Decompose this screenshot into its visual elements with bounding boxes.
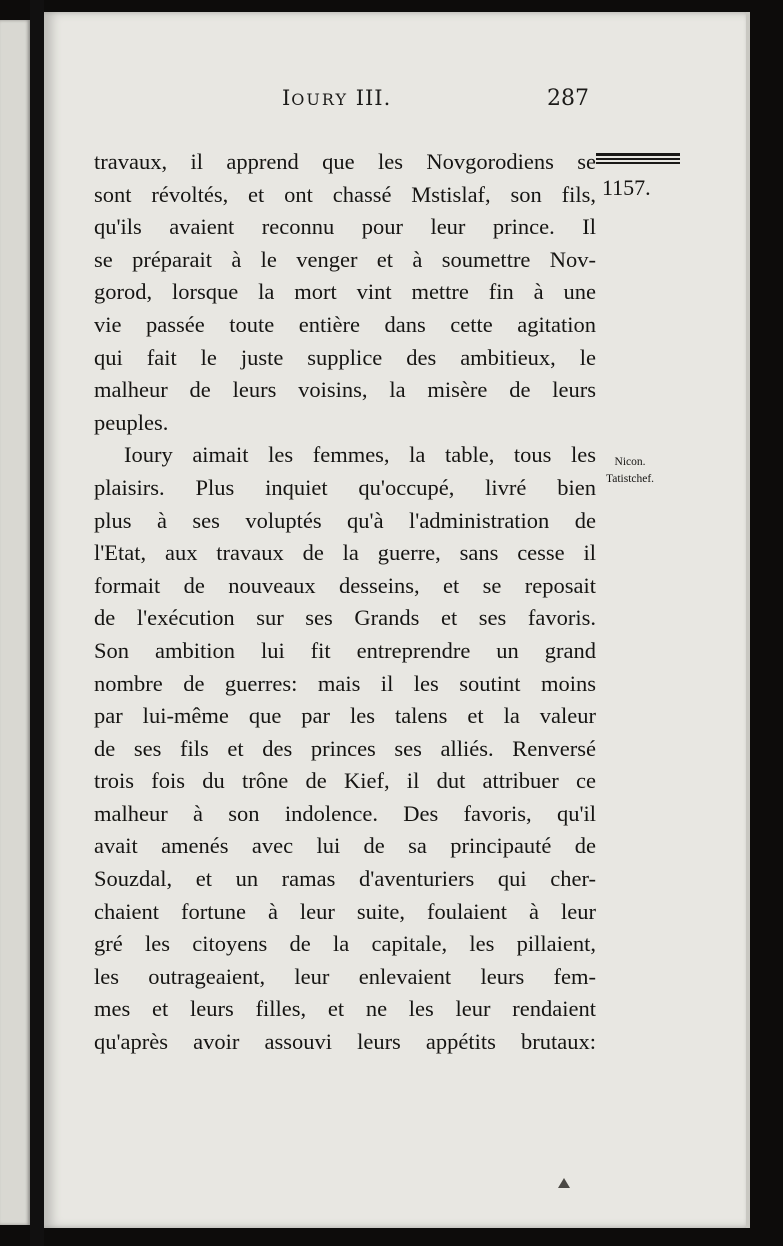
margin-source-note — [606, 454, 654, 488]
text-line: de ses fils et des princes ses alliés. Renversé — [94, 735, 596, 761]
text-line: travaux, il apprend que les Novgorodiens se — [94, 149, 596, 174]
text-line: plus à ses voluptés qu'à l'administration de — [94, 507, 596, 533]
text-line: vie passée toute entière dans cette agitation — [94, 311, 596, 337]
text-line: malheur de leurs voisins, la misère de leurs — [94, 377, 596, 403]
previous-page-edge — [0, 20, 30, 1225]
text-line: Son ambition lui fit entreprendre un grand — [94, 637, 596, 663]
book-page — [44, 12, 750, 1228]
page-number: 287 — [547, 86, 589, 111]
running-title — [282, 86, 391, 110]
text-line: gorod, lorsque la mort vint mettre fin à une — [94, 279, 596, 305]
running-title-initial: I — [282, 86, 292, 110]
text-line: gré les citoyens de la capitale, les pillaient, — [94, 931, 596, 957]
margin-source-tatistchef: Tatistchef. — [606, 473, 655, 485]
text-line: l'Etat, aux travaux de la guerre, sans cesse il — [94, 540, 596, 566]
ink-smudge — [558, 1178, 570, 1188]
text-line: formait de nouveaux desseins, et se reposait — [94, 572, 596, 598]
text-line: se préparait à le venger et à soumettre Nov- — [94, 246, 596, 272]
margin-year: 1157. — [602, 175, 651, 200]
margin-source-nicon: Nicon. — [614, 456, 646, 468]
text-line: peuples. — [94, 409, 169, 435]
page-edge — [746, 12, 750, 1228]
text-line: les outrageaient, leur enlevaient leurs fem- — [94, 963, 596, 989]
text-line: nombre de guerres: mais il les soutint moins — [94, 670, 596, 696]
running-title-smallcaps: OURY — [291, 90, 349, 109]
text-line: par lui-même que par les talens et la valeur — [94, 703, 596, 729]
text-line: malheur à son indolence. Des favoris, qu'il — [94, 800, 596, 826]
running-title-numeral: III. — [355, 86, 392, 110]
book-gutter — [30, 0, 44, 1246]
text-line: trois fois du trône de Kief, il dut attribuer ce — [94, 768, 596, 794]
text-line: qui fait le juste supplice des ambitieux, le — [94, 344, 596, 370]
text-line: avait amenés avec lui de sa principauté de — [94, 833, 596, 859]
text-line: Souzdal, et un ramas d'aventuriers qui cher- — [94, 866, 596, 892]
text-line: chaient fortune à leur suite, foulaient à leur — [94, 898, 596, 924]
text-line: Ioury aimait les femmes, la table, tous les — [124, 442, 596, 468]
body-text — [94, 146, 596, 1059]
text-line: sont révoltés, et ont chassé Mstislaf, son fils, — [94, 181, 596, 207]
text-line: plaisirs. Plus inquiet qu'occupé, livré bien — [94, 474, 596, 500]
text-line: qu'ils avaient reconnu pour leur prince. Il — [94, 214, 596, 240]
text-line: qu'après avoir assouvi leurs appétits brutaux: — [94, 1029, 596, 1055]
text-line: mes et leurs filles, et ne les leur rendaient — [94, 996, 596, 1022]
text-line: de l'exécution sur ses Grands et ses favoris. — [94, 605, 596, 631]
margin-rule — [596, 153, 680, 165]
